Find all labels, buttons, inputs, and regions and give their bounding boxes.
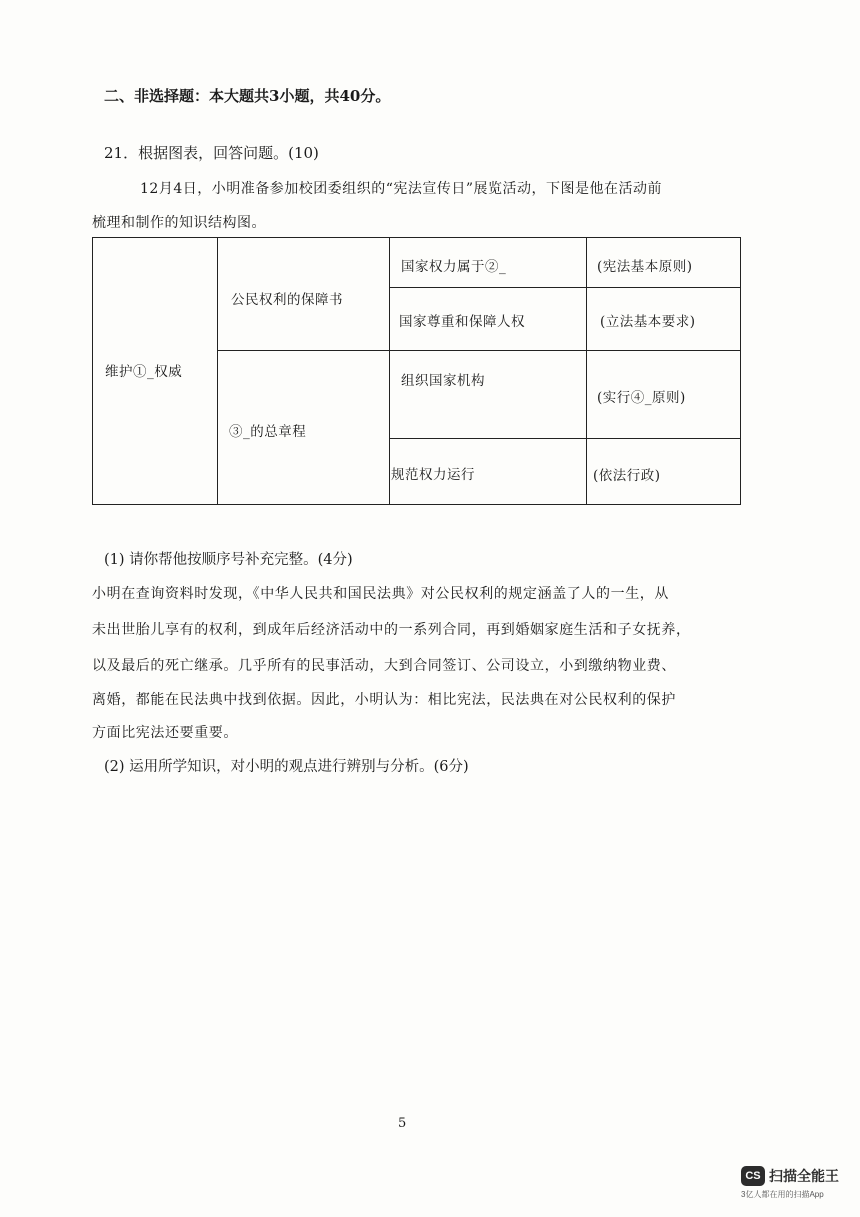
table-col4-row4: (依法行政) xyxy=(593,468,661,484)
material-line-2: 未出世胎儿享有的权利，到成年后经济活动中的一系列合同，再到婚姻家庭生活和子女抚养， xyxy=(92,622,691,638)
table-col2-bottom: ③_的总章程 xyxy=(229,424,307,440)
material-line-1: 小明在查询资料时发现，《中华人民共和国民法典》对公民权利的规定涵盖了人的一生，从 xyxy=(92,586,669,602)
question-intro-line-1: 12月4日，小明准备参加校团委组织的“宪法宣传日”展览活动，下图是他在活动前 xyxy=(140,181,663,197)
table-col3-row4: 规范权力运行 xyxy=(391,467,475,483)
material-line-5: 方面比宪法还要重要。 xyxy=(92,725,238,741)
table-col2-top: 公民权利的保障书 xyxy=(231,292,343,308)
table-col4-row1: (宪法基本原则) xyxy=(597,259,693,275)
watermark-brand-name: 扫描全能王 xyxy=(769,1168,839,1184)
table-col4-row2: (立法基本要求) xyxy=(600,314,696,330)
table-col3-row2: 国家尊重和保障人权 xyxy=(399,314,525,330)
question-intro-line-2: 梳理和制作的知识结构图。 xyxy=(92,215,266,231)
material-line-3: 以及最后的死亡继承。几乎所有的民事活动，大到合同签订、公司设立，小到缴纳物业费、 xyxy=(92,658,676,674)
material-line-4: 离婚，都能在民法典中找到依据。因此，小明认为：相比宪法，民法典在对公民权利的保护 xyxy=(92,692,676,708)
watermark-tagline: 3亿人都在用的扫描App xyxy=(741,1190,824,1199)
question-title: 21．根据图表，回答问题。(10) xyxy=(104,144,319,162)
part-2-prompt: (2) 运用所学知识，对小明的观点进行辨别与分析。(6分) xyxy=(104,759,469,775)
table-col3-row1: 国家权力属于②_ xyxy=(401,259,507,275)
table-col3-row3: 组织国家机构 xyxy=(401,373,485,389)
part-1-prompt: (1) 请你帮他按顺序号补充完整。(4分) xyxy=(104,552,353,568)
scanner-watermark xyxy=(741,1166,847,1204)
page-number: 5 xyxy=(398,1116,407,1131)
table-col4-row3: (实行④_原则) xyxy=(597,390,686,406)
table-col1-text: 维护①_权威 xyxy=(105,364,183,380)
knowledge-structure-table xyxy=(92,237,741,505)
camscanner-logo-icon: CS xyxy=(741,1166,765,1186)
section-title: 二、非选择题：本大题共3小题，共40分。 xyxy=(104,87,391,105)
